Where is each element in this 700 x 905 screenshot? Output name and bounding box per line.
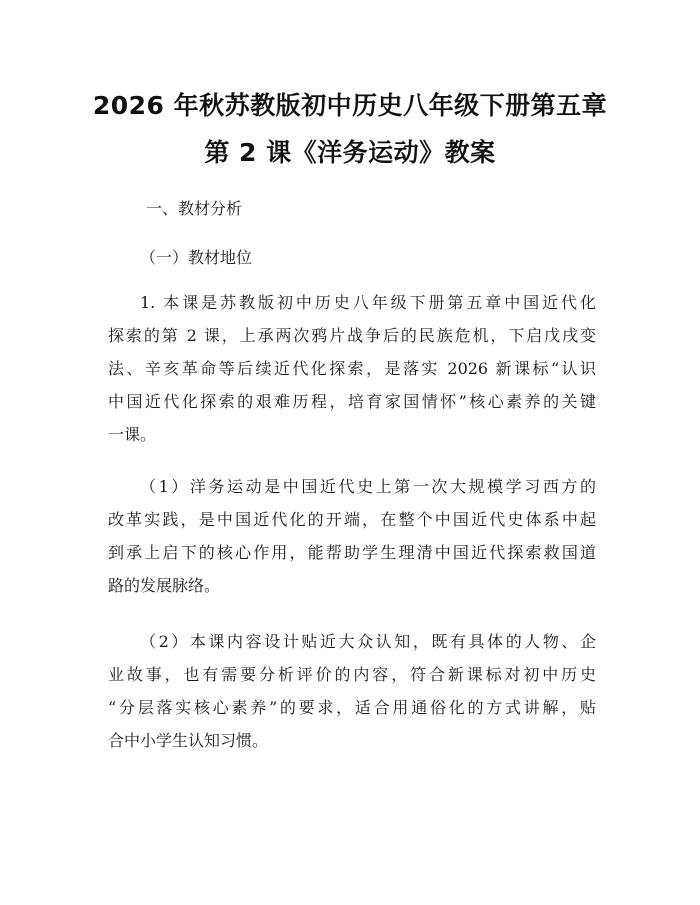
paragraph-1-line: 中国近代化探索的艰难历程，培育家国情怀”核心素养的关键: [108, 392, 596, 411]
paragraph-3-line: 合中小学生认知习惯。: [108, 731, 269, 750]
paragraph-2: [108, 470, 596, 602]
section-heading: 一、教材分析: [146, 199, 243, 218]
paragraph-3-line: “分层落实核心素养”的要求，适合用通俗化的方式讲解，贴: [108, 698, 596, 717]
paragraph-1-line: 法、辛亥革命等后续近代化探索，是落实 2026 新课标“认识: [108, 359, 596, 378]
subsection-heading: （一）教材地位: [140, 248, 253, 267]
paragraph-1-line: 一课。: [108, 425, 157, 444]
document-title-line-2: 第 2 课《洋务运动》教案: [204, 138, 496, 167]
paragraph-2-line: 改革实践，是中国近代化的开端，在整个中国近代史体系中起: [108, 510, 596, 529]
document-title-line-1: 2026 年秋苏教版初中历史八年级下册第五章: [92, 91, 608, 120]
paragraph-2-line: 到承上启下的核心作用，能帮助学生理清中国近代探索救国道: [108, 543, 596, 562]
paragraph-1-line: 探索的第 2 课，上承两次鸦片战争后的民族危机，下启戊戌变: [108, 326, 596, 345]
paragraph-3-line: 业故事，也有需要分析评价的内容，符合新课标对初中历史: [108, 665, 596, 684]
paragraph-2-line: 路的发展脉络。: [108, 576, 221, 595]
paragraph-1-line: 1. 本课是苏教版初中历史八年级下册第五章中国近代化: [140, 293, 596, 312]
paragraph-2-line: （1）洋务运动是中国近代史上第一次大规模学习西方的: [140, 477, 596, 496]
paragraph-1: [108, 286, 596, 451]
paragraph-3-line: （2）本课内容设计贴近大众认知，既有具体的人物、企: [140, 632, 596, 651]
paragraph-3: [108, 625, 596, 757]
